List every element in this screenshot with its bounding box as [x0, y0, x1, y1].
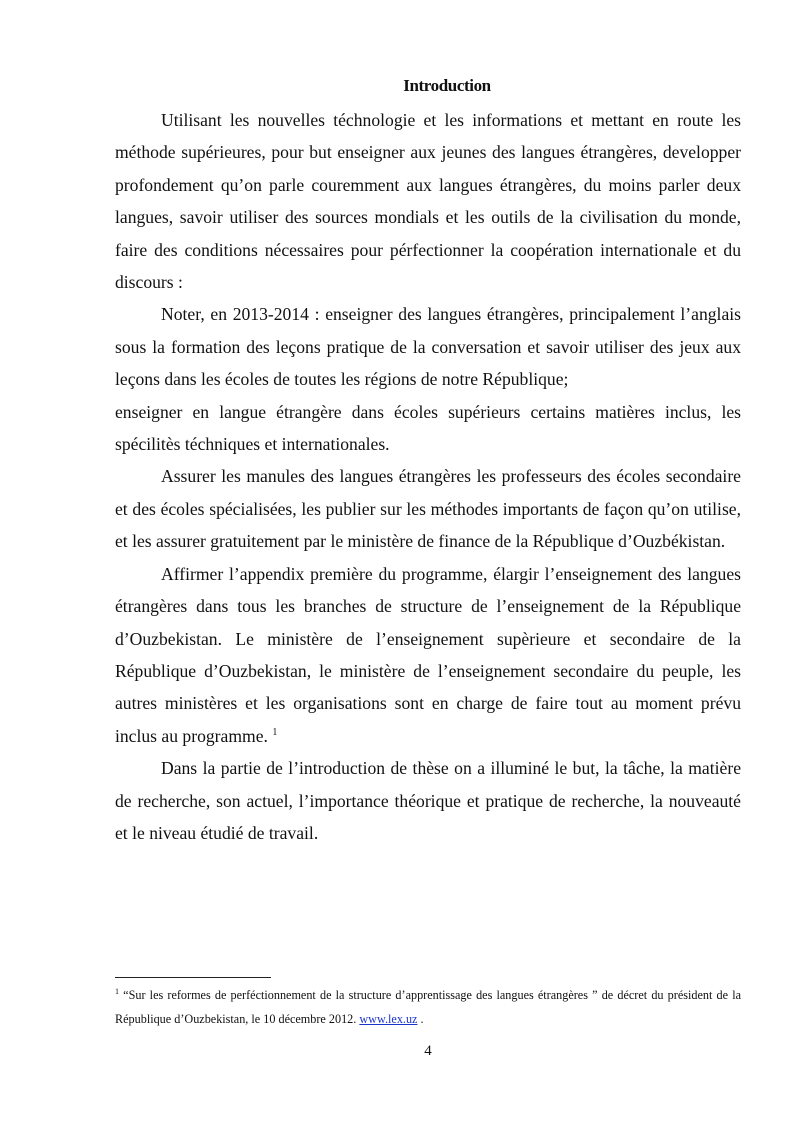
page-number: 4	[424, 1043, 432, 1059]
paragraph	[115, 298, 741, 395]
paragraph	[115, 558, 741, 752]
footnote-text: “Sur les reformes de perféctionnement de la structure d’apprentissage des langues étrangères ” de décret du président de la République d’Ouzbekistan, le 10 décembre 2012.	[115, 988, 741, 1026]
paragraph-text: Assurer les manules des langues étrangères les professeurs des écoles secondaire et des écoles spécialisées, les publier sur les méthodes importants de façon qu’on utilise, et les assurer gratuitement par le ministère de finance de la République d’Ouzbékistan.	[115, 466, 741, 552]
paragraph	[115, 752, 741, 849]
paragraph-text: Affirmer l’appendix première du programme, élargir l’enseignement des langues étrangères dans tous les branches de structure de l’enseignement de la République d’Ouzbekistan. Le ministère de l’enseignement supèrieure et secondaire de la République d’Ouzbekistan, le ministère de l’enseignement secondaire du peuple, les autres ministères et les organisations sont en charge de faire tout au moment prévu inclus au programme.	[115, 563, 741, 746]
paragraph	[115, 460, 741, 557]
paragraph-text: Dans la partie de l’introduction de thèse on a illuminé le but, la tâche, la matière de recherche, son actuel, l’importance théorique et pratique de recherche, la nouveauté et le niveau étudié de travail.	[115, 758, 741, 843]
paragraph-text: Noter, en 2013-2014 : enseigner des langues étrangères, principalement l’anglais sous la formation des leçons pratique de la conversation et savoir utiliser des jeux aux leçons dans les écoles de toutes les régions de notre République;	[115, 304, 741, 390]
body-text	[115, 104, 741, 849]
footnote-mark: 1	[115, 987, 119, 996]
section-heading: Introduction	[403, 76, 491, 95]
footnote-reference[interactable]: 1	[272, 726, 278, 738]
paragraph	[115, 396, 741, 461]
paragraph	[115, 104, 741, 298]
paragraph-text: Utilisant les nouvelles téchnologie et les informations et mettant en route les méthode supérieures, pour but enseigner aux jeunes des langues étrangères, developper profondement qu’on parle couremment aux langues étrangères, du moins parler deux langues, savoir utiliser des sources mondials et les outils de la civilisation du monde, faire des conditions nécessaires pour pérfectionner la coopération internationale et du discours :	[115, 110, 741, 293]
paragraph-text: enseigner en langue étrangère dans écoles supérieurs certains matières inclus, les spécilitès téchniques et internationales.	[115, 401, 741, 455]
footnote-separator	[115, 977, 271, 978]
footnote-end: .	[420, 1012, 424, 1026]
footnote-link[interactable]: www.lex.uz	[359, 1012, 418, 1026]
footnote	[115, 983, 741, 1031]
